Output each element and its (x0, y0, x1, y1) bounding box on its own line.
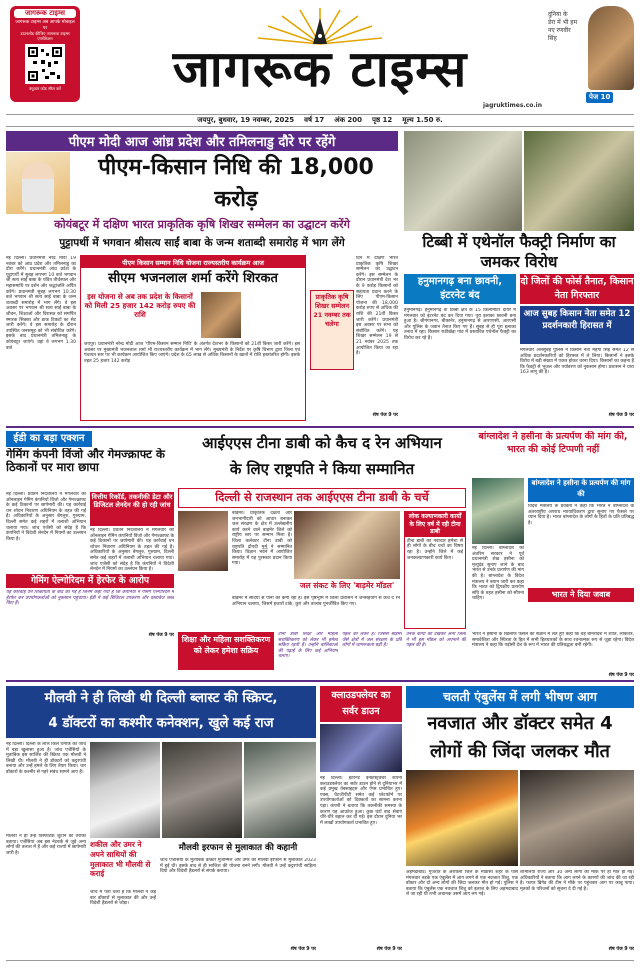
ed-kicker: ईडी का बड़ा एक्शन (6, 431, 92, 447)
divider-mid (6, 680, 634, 682)
tibbi-body-left: हनुमानगढ़। हनुमानगढ़ के टिब्बी क्षेत्र के 15 किलोमीटर दायरे में मंगलवार को इंटरनेट बंद कर दिया गया। पूरा इलाका छावनी बना हुआ है। श्रीगंगानगर, बीकानेर, हनुमानगढ़ से आरएएसी, आरएसी और पुलिस के जवान तैनात किए गए हैं। सुबह से ही पूरा इलाका तनाव में रहा। किसान राठीखेड़ा गांव में प्रस्तावित एथेनॉल फैक्ट्री का विरोध कर रहे हैं। (404, 308, 516, 341)
lead-body: नई दिल्ली। प्रधानमंत्री नरेंद्र मोदी 19 नवंबर को आंध्र प्रदेश और तमिलनाडु का दौरा करेंगे। प्रधानमंत्री आंध्र प्रदेश के पुट्टापर्थी में सुबह लगभग 10 बजे भगवान श्री सत्य साईं बाबा के पवित्र तीर्थस्थल और महासमाधि पर दर्शन और श्रद्धांजलि अर्पित करेंगे। प्रधानमंत्री सुबह लगभग 10.30 बजे भगवान श्री सत्य साईं बाबा के जन्म शताब्दी समारोह में भाग लेंगे। वे इस अवसर पर भगवान श्री सत्य साईं बाबा के जीवन, शिक्षाओं और विरासत को समर्पित स्मारक सिक्का और डाक टिकटों का सेट जारी करेंगे। वे इस समारोह के दौरान उपस्थित जनसमूह को भी संबोधित करेंगे। इसके बाद प्रधानमंत्री तमिलनाडु के कोयंबटूर जाएंगे। वहां वे लगभग 1.30 बजे (6, 256, 76, 351)
tina-women-head: शिक्षा और महिला सशक्तिकरण को लेकर हमेशा सक्रिय (178, 632, 274, 670)
bangladesh-headline: बांग्लादेश ने हसीना के प्रत्यर्पण की मांग की, भारत की कोई टिप्पणी नहीं (478, 431, 628, 455)
ambulance-kicker: चलती एंबुलेंस में लगी भीषण आग (406, 686, 634, 708)
masthead-ad[interactable] (548, 6, 636, 106)
ed-bottom-head: गेमिंग ऐल्गोरिदम में हेरफेर के आरोप (6, 574, 174, 588)
maulvi-photo-caption: मौलवी इरफान से मुलाकात की कहानी (178, 843, 298, 853)
tina-col1: टीना डाबी शिक्षा और महिला सशक्तिकरण को लेकर भी हमेशा सक्रिय रहती हैं। उन्होंने बालिकाओं की पढ़ाई के लिए कई अभियान चलाए। (278, 632, 338, 660)
tina-body: बाड़मेर। प्राकृतिक दक्षता और जनभागीदारी को आधार बनाकर जल संरक्षण के क्षेत्र में उल्लेखनीय कार्य करने वाले बाड़मेर जिले को राष्ट्रीय स्तर पर सम्मान मिला है। जिला कलेक्टर टीना डाबी को राष्ट्रपति द्रौपदी मुर्मू ने सम्मानित किया। विज्ञान भवन में आयोजित समारोह में यह पुरस्कार प्रदान किया गया। (232, 511, 292, 567)
ambulance-photo-2 (520, 770, 634, 866)
lead-cm-photo (201, 292, 241, 338)
ed-side-head: वित्तीय रिकॉर्ड, तकनीकी डेटा और डिजिटल लेनदेन की हो रही जांच (90, 492, 174, 526)
tina-portrait (178, 511, 228, 571)
ad-text-4: सिंह (548, 35, 557, 42)
ambulance-body: अहमदाबाद। गुजरात के अरावली जिले के मोडासा शहर के पास मंगलवार तड़के एक एंबुलेंस में आग लगने से एक नवजात शिशु, एक डॉक्टर और दो अन्य लोगों की जिंदा जलकर मौत हो गई। पुलिस ने बताया कि एंबुलेंस एक नवजात शिशु को इलाज के लिए अहमदाबाद ले जा रही थी तभी अचानक उसमें आग लग गई। (406, 870, 518, 898)
tina-award-photo (294, 511, 400, 579)
bangladesh-photo (472, 478, 524, 544)
ed-body: नई दिल्ली। प्रवर्तन निदेशालय ने मंगलवार को ऑनलाइन गेमिंग कंपनियों विंजो और गेमज्क्राफ्ट के कई ठिकानों पर छापेमारी की। यह कार्रवाई धन शोधन निवारण अधिनियम के तहत की गई है। अधिकारियों के अनुसार बेंगलुरु, गुरुग्राम, दिल्ली समेत कई शहरों में तलाशी अभियान चलाया गया। जांच एजेंसी को संदेह है कि कंपनियों ने विदेशी लेनदेन में नियमों का उल्लंघन किया है। (6, 492, 86, 542)
lead-more[interactable]: शेष पेज 9 पर (372, 413, 398, 418)
maulvi-headline (6, 686, 316, 738)
maulvi-quote-body: जांच में पता चला है कि मौलवी ने कई बार डॉक्टरों से मुलाकात की और उन्हें विदेशी हैंडलरों से जोड़ा। (90, 890, 156, 907)
maulvi-more[interactable]: शेष पेज 9 पर (290, 947, 316, 952)
ed-more[interactable]: शेष पेज 9 पर (148, 633, 174, 638)
ambulance-headline (406, 710, 634, 766)
ed-side-body: नई दिल्ली। प्रवर्तन निदेशालय ने मंगलवार को ऑनलाइन गेमिंग कंपनियों विंजो और गेमज्क्राफ्ट के कई ठिकानों पर छापेमारी की। यह कार्रवाई धन शोधन निवारण अधिनियम के तहत की गई है। अधिकारियों के अनुसार बेंगलुरु, गुरुग्राम, दिल्ली समेत कई शहरों में तलाशी अभियान चलाया गया। जांच एजेंसी को संदेह है कि कंपनियों ने विदेशी लेनदेन में नियमों का उल्लंघन किया है। (90, 528, 174, 572)
bangladesh-side-body: विदेश मंत्रालय के प्रवक्ता ने कहा कि भारत ने बांग्लादेश के अंतरराष्ट्रीय अपराध न्यायाधिकरण द्वारा सुनाए गए फैसले पर ध्यान दिया है। भारत बांग्लादेश के लोगों के हितों के प्रति प्रतिबद्ध है। (528, 504, 634, 526)
ed-bottom-body: यह कार्रवाई उन शिकायतों के बाद की गई है जिनमें कहा गया है कि कंपनियों ने गेमिंग एल्गोरिदम में हेरफेर कर उपयोगकर्ताओं को नुकसान पहुंचाया। ईडी ने कई डिजिटल उपकरण और दस्तावेज जब्त किए हैं। (6, 590, 174, 607)
ambulance-headline-line1: नवजात और डॉक्टर समेत 4 (427, 713, 613, 734)
ambulance-photo-1 (406, 770, 518, 866)
dateline-pages: पृष्ठ 12 (372, 116, 393, 124)
maulvi-body-2: मौलवी ने ही उन्हें विस्फोटक जुटाने का तरीका बताया। एजेंसियां अब इस नेटवर्क से जुड़े अन्य लोगों की तलाश में हैं और कई राज्यों में छापेमारी जारी है। (6, 834, 86, 856)
qr-code-icon[interactable] (25, 44, 65, 84)
masthead-logo[interactable] (130, 6, 510, 106)
app-promo-text: जागरूक टाइम्स अब आपके मोबाइल पर (15, 20, 75, 31)
lead-cm-box (80, 255, 306, 421)
ed-headline: गेमिंग कंपनी विंजो और गेमज्क्राफ्ट के ठिकानों पर मारा छापा (6, 448, 165, 474)
dateline-volume: वर्ष 17 (304, 116, 325, 124)
tina-box-body: टीना डाबी का नवाचार हमेशा से ही लोगों के बीच चर्चा का विषय रहा है। उन्होंने जिले में कई जनकल्याणकारी कार्य किए। (407, 538, 463, 561)
tina-side-box (404, 511, 466, 629)
tina-banner: दिल्ली से राजस्थान तक आईएएस टीना डाबी के चर्चे (178, 488, 466, 508)
tina-box-head: लोक कल्याणकारी कार्यों के लिए वर्ष में रही टीना डाबी (405, 512, 465, 537)
tina-headline-line2: के लिए राष्ट्रपति ने किया सम्मानित (229, 460, 415, 478)
bangladesh-body: नई दिल्ली। बांग्लादेश की अंतरिम सरकार ने पूर्व प्रधानमंत्री शेख हसीना को मृत्युदंड सुनाए जाने के बाद भारत से उनके प्रत्यर्पण की मांग की है। बांग्लादेश के विदेश मंत्रालय ने बयान जारी कर कहा कि भारत को द्विपक्षीय प्रत्यर्पण संधि के तहत हसीना को सौंपना चाहिए। (472, 546, 524, 602)
lead-kicker: पीएम मोदी आज आंध्र प्रदेश और तमिलनाडु दौरे पर रहेंगे (6, 131, 398, 151)
lead-box-sub: इस योजना से अब तक प्रदेश के किसानों को मिली 25 हजार 142 करोड़ रुपए की राशि (84, 292, 196, 319)
ambulance-body-2: शामलिया राज्य और 30 अन्य लोगों की मौके पर ही मौत हो गई। अधिकारियों ने बताया कि आग लगने के कारणों की जांच की जा रही है। फायर ब्रिगेड की टीम ने मौके पर पहुंचकर आग पर काबू पाया। मृतकों के परिजनों को सूचना दे दी गई है। (520, 870, 634, 892)
tibbi-photo-1 (404, 131, 522, 231)
lead-sub2: पुट्टापर्थी में भगवान श्रीसत्य साईं बाबा के जन्म शताब्दी समारोह में भाग लेंगे (59, 237, 345, 249)
ad-person-image (588, 6, 634, 90)
lead-modi-photo (6, 152, 70, 214)
ambulance-headline-line2: लोगों की जिंदा जलकर मौत (430, 741, 610, 762)
dateline-issue: अंक 200 (334, 116, 362, 124)
modi-figure (22, 162, 54, 212)
tina-photo-caption: जल संकट के लिए 'बाड़मेर मॉडल' (299, 581, 395, 590)
bangladesh-caption: बांग्लादेश ने हसीना के प्रत्यर्पण की मांग की (528, 478, 634, 502)
ad-text-3: नए रणवीर (548, 27, 571, 34)
tibbi-photo-2 (524, 131, 634, 231)
page-badge: पेज 10 (586, 92, 613, 103)
tina-col3: उनके कार्यों को देखकर अन्य जिलों ने भी इस मॉडल को अपनाने की पहल की है। (406, 632, 466, 649)
masthead-title: जागरूक टाइम्स (172, 40, 468, 98)
maulvi-photo-body: जांच एजेंसियों के मुताबिक डॉक्टर मुजम्मिल और उमर की मौलवी इरफान से मुलाकात 2023 में हुई थी। इसके बाद से ही साजिश की योजना बनने लगी। मौलवी ने उन्हें कट्टरपंथी साहित्य दिया और विदेशी हैंडलरों से संपर्क कराया। (160, 858, 316, 875)
tibbi-body-right: मंगलवार अलसुबह पुलिस ने किसान नेता महंगा सिंह समेत 12 से अधिक प्रदर्शनकारियों को हिरासत में ले लिया। किसानों ने इसके विरोध में बड़ी संख्या में एकत्र होकर धरना दिया। किसानों का कहना है कि फैक्ट्री से भूजल और पर्यावरण को नुकसान होगा। प्रशासन ने धारा 163 लागू की है। (520, 348, 634, 376)
bangladesh-more[interactable]: शेष पेज 9 पर (608, 673, 634, 678)
app-promo-text3: क्यूआर कोड स्कैन करें (29, 86, 61, 91)
lead-box-title: पीएम किसान सम्मान निधि योजना राज्यस्तरीय कार्यक्रम आज (81, 256, 305, 268)
maulvi-photo-1 (90, 742, 160, 838)
lead-headline (74, 152, 398, 216)
maulvi-headline-line1: मौलवी ने ही लिखी थी दिल्ली ब्लास्ट की स्क्रिप्ट, (44, 691, 278, 706)
ad-text-2: डेरा में भी हम (548, 19, 578, 26)
tibbi-box2: दो जिलों की फोर्स तैनात, किसान नेता गिरफ्तार (520, 274, 634, 304)
cloudflare-body: नई दिल्ली। इंटरनेट इन्फ्रास्ट्रक्चर कंपनी क्लाउडफ्लेयर का सर्वर डाउन होने से दुनियाभर में कई प्रमुख वेबसाइट्स और ऐप्स प्रभावित हुए। एक्स, चैटजीपीटी समेत कई प्लेटफॉर्म पर उपयोगकर्ताओं को दिक्कतों का सामना करना पड़ा। कंपनी ने बताया कि तकनीकी समस्या के कारण यह आउटेज हुआ। कुछ घंटों बाद सेवाएं धीरे-धीरे बहाल कर दी गईं। इस दौरान दुनिया भर में लाखों उपयोगकर्ता प्रभावित हुए। (320, 776, 402, 826)
lead-sub1: कोयंबटूर में दक्षिण भारत प्राकृतिक कृषि शिखर सम्मेलन का उद्घाटन करेंगे (54, 218, 350, 231)
bangladesh-sub-body: भारत ने हसीना के खिलाफ फैसले को संज्ञान में लेते हुए कहा कि वह बांग्लादेश में शांति, लोकतंत्र, समावेशिता और स्थिरता के हित में सभी हितधारकों के साथ रचनात्मक रूप से जुड़ा रहेगा। विदेश मंत्रालय ने कहा कि पड़ोसी देश के रूप में भारत की प्रतिबद्धता बनी रहेगी। (472, 632, 634, 649)
maulvi-quote: शकील और उमर ने अपने साथियों की मुलाकात भी मौलवी से कराई (90, 840, 151, 879)
tibbi-more[interactable]: शेष पेज 9 पर (608, 413, 634, 418)
maulvi-headline-line2: 4 डॉक्टरों का कश्मीर कनेक्शन, खुले कई राज (48, 716, 274, 731)
maulvi-photo-2 (162, 742, 242, 838)
page-bottom-rule (6, 960, 634, 961)
tina-col2: पहल को लेकर है। जिससे बाड़मेर जैसे क्षेत्रों में जल संरक्षण के प्रति लोगों में जागरूकता बढ़ी है। (342, 632, 402, 649)
dateline-date: जयपुर, बुधवार, 19 नवम्बर, 2025 (197, 116, 295, 124)
tina-headline (178, 430, 466, 486)
bangladesh-sub-head: भारत ने दिया जवाब (528, 588, 634, 602)
lead-headline-line1: पीएम-किसान निधि की 18,000 करोड़ (98, 155, 374, 212)
cloudflare-more[interactable]: शेष पेज 9 पर (376, 947, 402, 952)
tina-photo-body: बाड़मेर में सदियों से पानी की कमी रही है। इस पृष्ठभूमि में जिला प्रशासन ने जनसहयोग से कैच द रेन अभियान चलाया, जिसमें हजारों टांके, कुएं और तालाब पुनर्जीवित किए गए। (232, 596, 400, 607)
app-promo[interactable] (10, 6, 80, 102)
lead-box-body: जयपुर। प्रधानमंत्री नरेन्द्र मोदी आज 'पीएम-किसान सम्मान निधि' के अंतर्गत देशभर के किसानों को 21वीं किस्त जारी करेंगे। इस अवसर पर मुख्यमंत्री भजनलाल शर्मा भी राज्यस्तरीय कार्यक्रम में भाग लेंगे। मुख्यमंत्री के निर्देश पर कृषि विभाग द्वारा जिला एवं पंचायत स्तर पर भी कार्यक्रम आयोजित किए जाएंगे। प्रदेश के 65 लाख से अधिक किसानों के खातों में राशि हस्तांतरित होगी। इसके तहत 25 हजार 142 करोड़ (84, 342, 300, 364)
site-url[interactable]: jagruktimes.co.in (482, 102, 542, 109)
maulvi-body: नई दिल्ली। दिल्ली के लाल किले धमाके की जांच में बड़ा खुलासा हुआ है। जांच एजेंसियों के मुताबिक इस साजिश की स्क्रिप्ट एक मौलवी ने लिखी थी। मौलवी ने ही डॉक्टरों को कट्टरपंथी बनाया और उन्हें हमले के लिए तैयार किया। चार डॉक्टरों के कश्मीर से गहरे संबंध सामने आए हैं। (6, 742, 86, 775)
dateline-bar (6, 114, 634, 127)
maulvi-photo-3 (244, 742, 316, 838)
lead-info-box: प्राकृतिक कृषि शिखर सम्मेलन 21 नवम्बर तक चलेगा (310, 290, 354, 370)
app-promo-logo: जागरूक टाइम्स (14, 9, 76, 18)
divider-top (6, 426, 634, 428)
tibbi-box1: हनुमानगढ़ बना छावनी, इंटरनेट बंद (404, 274, 516, 304)
cloudflare-kicker: क्लाउडफ्लेयर का सर्वर डाउन (320, 686, 402, 722)
ad-text-1: दुनिया के (548, 11, 568, 18)
lead-right-body: दिन में दक्षिण भारत प्राकृतिक कृषि शिखर सम्मेलन का उद्घाटन करेंगे। इस सम्मेलन के दौरान प्रधानमंत्री देश भर के 9 करोड़ किसानों को सहायता प्रदान करने के लिए पीएम-किसान योजना की 18,000 करोड़ रुपए से अधिक की राशि की 21वीं किस्त जारी करेंगे। प्रधानमंत्री इस अवसर पर सभा को संबोधित करेंगे। यह शिखर सम्मेलन 19 से 21 नवंबर 2025 तक आयोजित किया जा रहा है। (356, 256, 398, 357)
ambulance-more[interactable]: शेष पेज 9 पर (608, 947, 634, 952)
tina-headline-line1: आईएएस टीना डाबी को कैच द रेन अभियान (202, 434, 442, 452)
lead-box-headline: सीएम भजनलाल शर्मा करेंगे शिरकत (108, 271, 278, 286)
app-promo-text2: डाउनलोड कीजिए जागरूक टाइम्स एप्लीकेशन (20, 31, 70, 41)
dateline-price: मूल्य 1.50 रु. (402, 116, 443, 124)
tibbi-headline: टिब्बी में एथेनॉल फैक्ट्री निर्माण का जमकर विरोध (422, 233, 616, 271)
cloudflare-photo (320, 724, 402, 772)
tibbi-box3: आज सुबह किसान नेता समेत 12 प्रदर्शनकारी हिरासत में (520, 306, 634, 344)
